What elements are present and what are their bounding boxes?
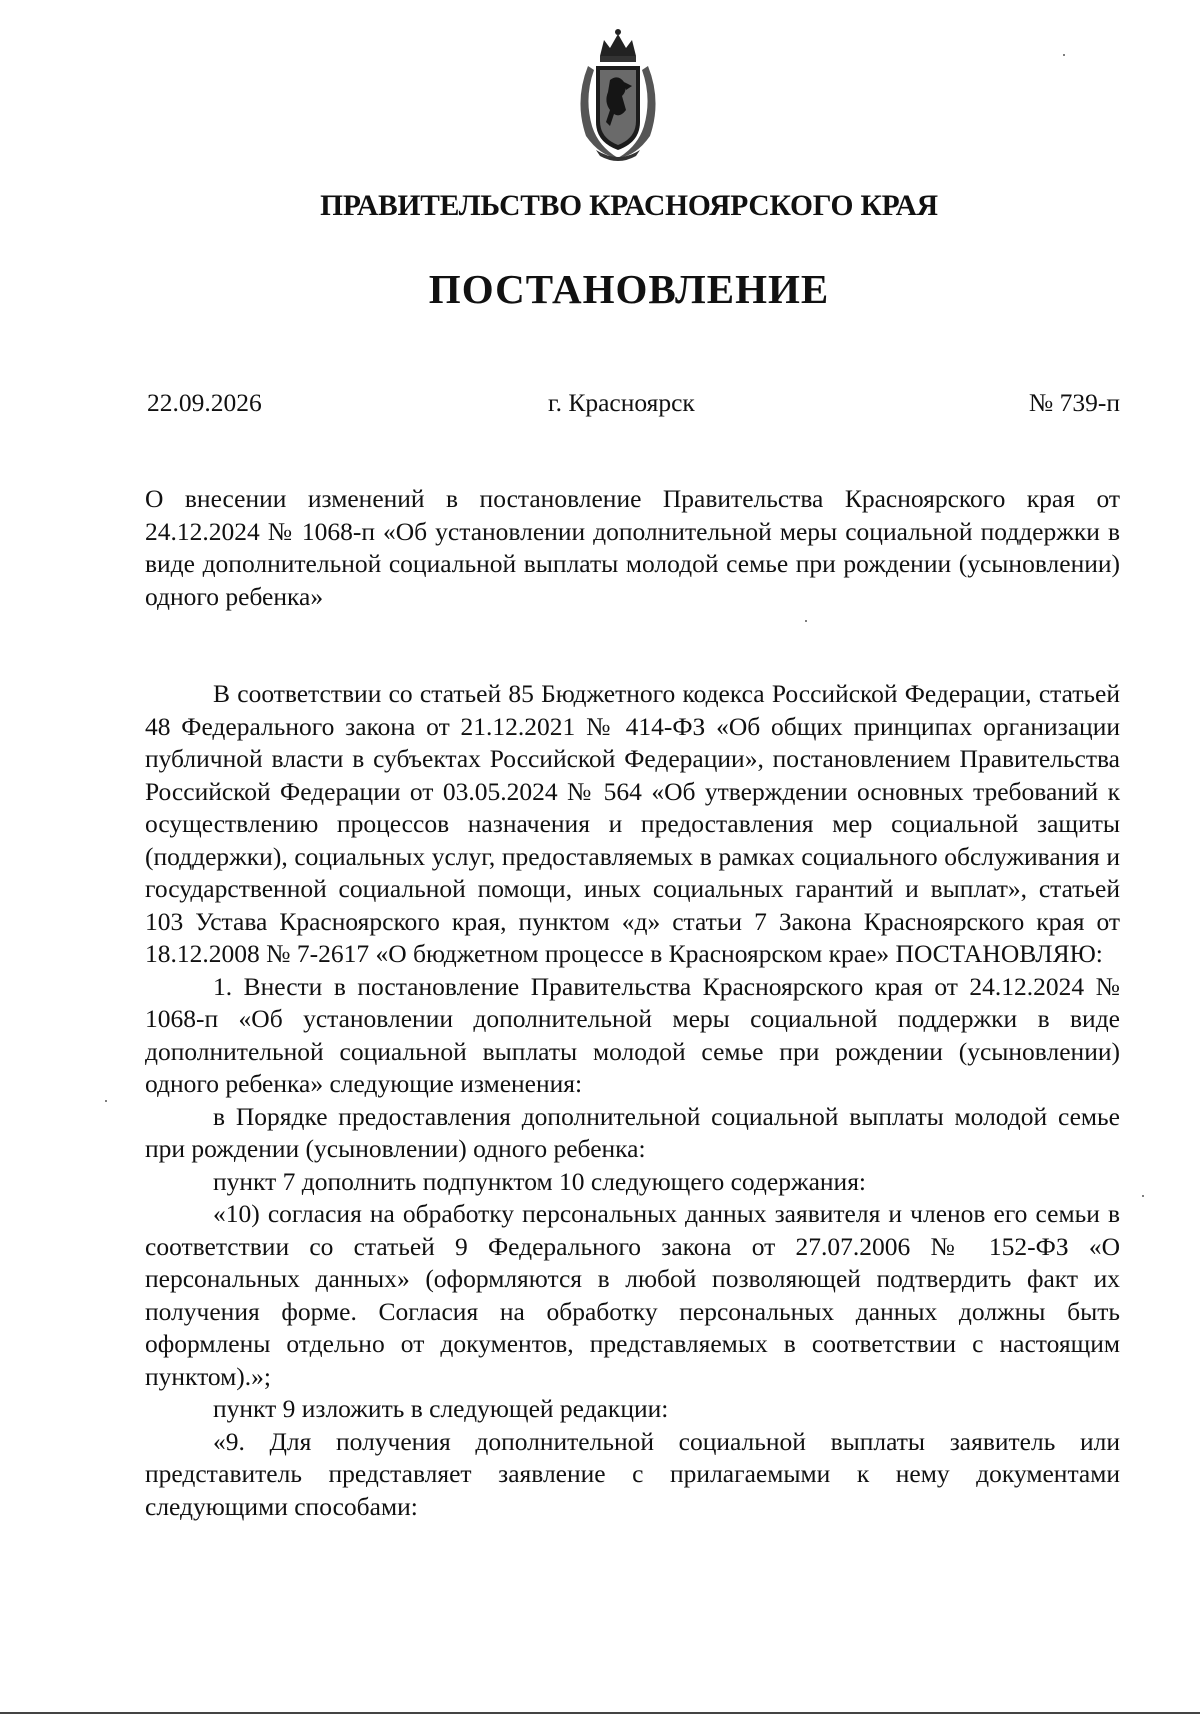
document-subject: О внесении изменений в постановление Правительства Красноярского края от 24.12.2024 № 1068-п «Об установлении дополнительной меры социальной поддержки в виде дополнительной социальной выплаты молодой семье при рождении (усыновлении) одного ребенка» xyxy=(145,484,1120,611)
organization-name: ПРАВИТЕЛЬСТВО КРАСНОЯРСКОГО КРАЯ xyxy=(320,190,938,222)
document-city: г. Красноярск xyxy=(548,388,695,417)
scan-speck xyxy=(805,620,807,622)
item-1-paragraph: 1. Внести в постановление Правительства Красноярского края от 24.12.2024 № 1068-п «Об установлении дополнительной меры социальной поддержки в виде дополнительной социальной выплаты молодой семье при рождении (усыновлении) одного ребенка» следующие изменения: xyxy=(145,971,1120,1098)
document-number: № 739-п xyxy=(1028,388,1120,417)
subitem-10-paragraph: «10) согласия на обработку персональных данных заявителя и членов его семьи в соответствии со статьей 9 Федерального закона от 27.07.2006 № 152-ФЗ «О персональных данных» (оформляются в любой позволяющей подтвердить факт их получения форме. Согласия на обработку персональных данных должны быть оформлены отдельно от документов, представляемых в соответствии с настоящим пунктом).»; xyxy=(145,1199,1120,1391)
amendment-7-paragraph: пункт 7 дополнить подпунктом 10 следующего содержания: xyxy=(213,1166,867,1196)
scan-speck xyxy=(1142,1195,1144,1197)
procedure-paragraph: в Порядке предоставления дополнительной социальной выплаты молодой семье при рождении (усыновлении) одного ребенка: xyxy=(145,1101,1120,1163)
scan-edge-line xyxy=(0,1712,1200,1714)
coat-of-arms-icon xyxy=(570,26,666,164)
document-type-title: ПОСТАНОВЛЕНИЕ xyxy=(428,266,830,312)
scan-speck xyxy=(1063,54,1065,56)
amendment-9-paragraph: пункт 9 изложить в следующей редакции: xyxy=(213,1394,669,1423)
document-body xyxy=(145,678,1120,1523)
scan-speck xyxy=(105,1100,107,1102)
preamble-paragraph: В соответствии со статьей 85 Бюджетного кодекса Российской Федерации, статьей 48 Федерального закона от 21.12.2021 № 414-ФЗ «Об общих принципах организации публичной власти в субъектах Российской Федерации», постановлением Правительства Российской Федерации от 03.05.2024 № 564 «Об утверждении основных требований к осуществлению процессов назначения и предоставления мер социальной защиты (поддержки), социальных услуг, предоставляемых в рамках социального обслуживания и государственной социальной помощи, иных социальных гарантий и выплат», статьей 103 Устава Красноярского края, пунктом «д» статьи 7 Закона Красноярского края от 18.12.2008 № 7-2617 «О бюджетном процессе в Красноярском крае» ПОСТАНОВЛЯЮ: xyxy=(145,679,1120,968)
item-9-paragraph: «9. Для получения дополнительной социальной выплаты заявитель или представитель представляет заявление с прилагаемыми к нему документами следующими способами: xyxy=(145,1426,1120,1521)
document-date: 22.09.2026 xyxy=(147,388,262,417)
